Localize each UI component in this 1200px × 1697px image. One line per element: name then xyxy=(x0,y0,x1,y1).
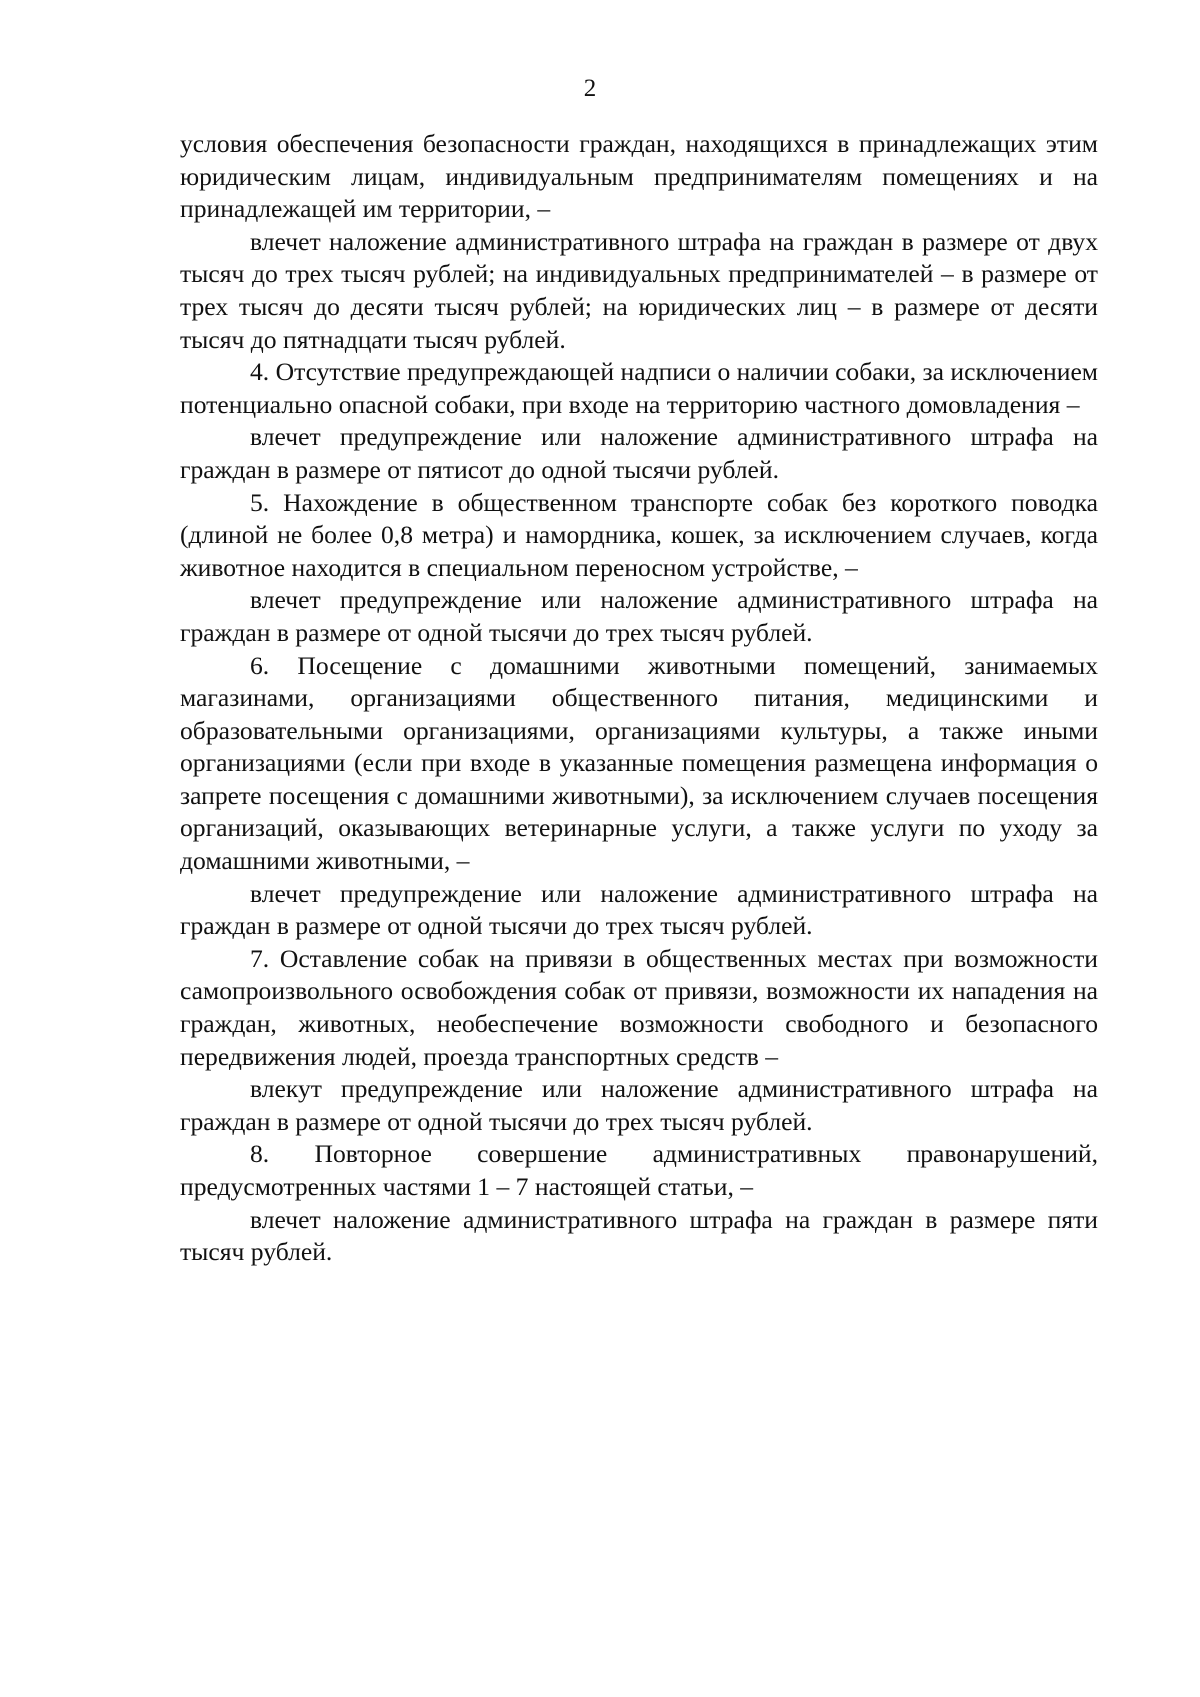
paragraph: влечет наложение административного штрафа на граждан в размере от двух тысяч до трех тысяч рублей; на индивидуальных предпринимателей – в размере от трех тысяч до десяти тысяч рублей; на юридических лиц – в размере от десяти тысяч до пятнадцати тысяч рублей. xyxy=(180,226,1098,354)
paragraph: 7. Оставление собак на привязи в общественных местах при возможности самопроизвольного освобождения собак от привязи, возможности их нападения на граждан, животных, необеспечение возможности свободного и безопасного передвижения людей, проезда транспортных средств – xyxy=(180,943,1098,1071)
paragraph: влечет предупреждение или наложение административного штрафа на граждан в размере от пятисот до одной тысячи рублей. xyxy=(180,422,1098,484)
page-number: 2 xyxy=(583,75,597,102)
paragraph: влечет предупреждение или наложение административного штрафа на граждан в размере от одной тысячи до трех тысяч рублей. xyxy=(180,585,1098,647)
document-body xyxy=(180,128,1098,1269)
paragraph: условия обеспечения безопасности граждан, находящихся в принадлежащих этим юридическим лицам, индивидуальным предпринимателям помещениях и на принадлежащей им территории, – xyxy=(180,129,1098,224)
paragraph: 5. Нахождение в общественном транспорте собак без короткого поводка (длиной не более 0,8 метра) и намордника, кошек, за исключением случаев, когда животное находится в специальном переносном устройстве, – xyxy=(180,487,1098,582)
paragraph: влекут предупреждение или наложение административного штрафа на граждан в размере от одной тысячи до трех тысяч рублей. xyxy=(180,1074,1098,1136)
paragraph: 6. Посещение с домашними животными помещений, занимаемых магазинами, организациями общественного питания, медицинскими и образовательными организациями, организациями культуры, а также иными организациями (если при входе в указанные помещения размещена информация о запрете посещения с домашними животными), за исключением случаев посещения организаций, оказывающих ветеринарные услуги, а также услуги по уходу за домашними животными, – xyxy=(180,650,1098,876)
paragraph: 8. Повторное совершение административных правонарушений, предусмотренных частями 1 – 7 настоящей статьи, – xyxy=(180,1139,1098,1201)
paragraph: влечет наложение административного штрафа на граждан в размере пяти тысяч рублей. xyxy=(180,1204,1098,1267)
paragraph: 4. Отсутствие предупреждающей надписи о наличии собаки, за исключением потенциально опасной собаки, при входе на территорию частного домовладения – xyxy=(180,357,1098,419)
paragraph: влечет предупреждение или наложение административного штрафа на граждан в размере от одной тысячи до трех тысяч рублей. xyxy=(180,878,1098,941)
